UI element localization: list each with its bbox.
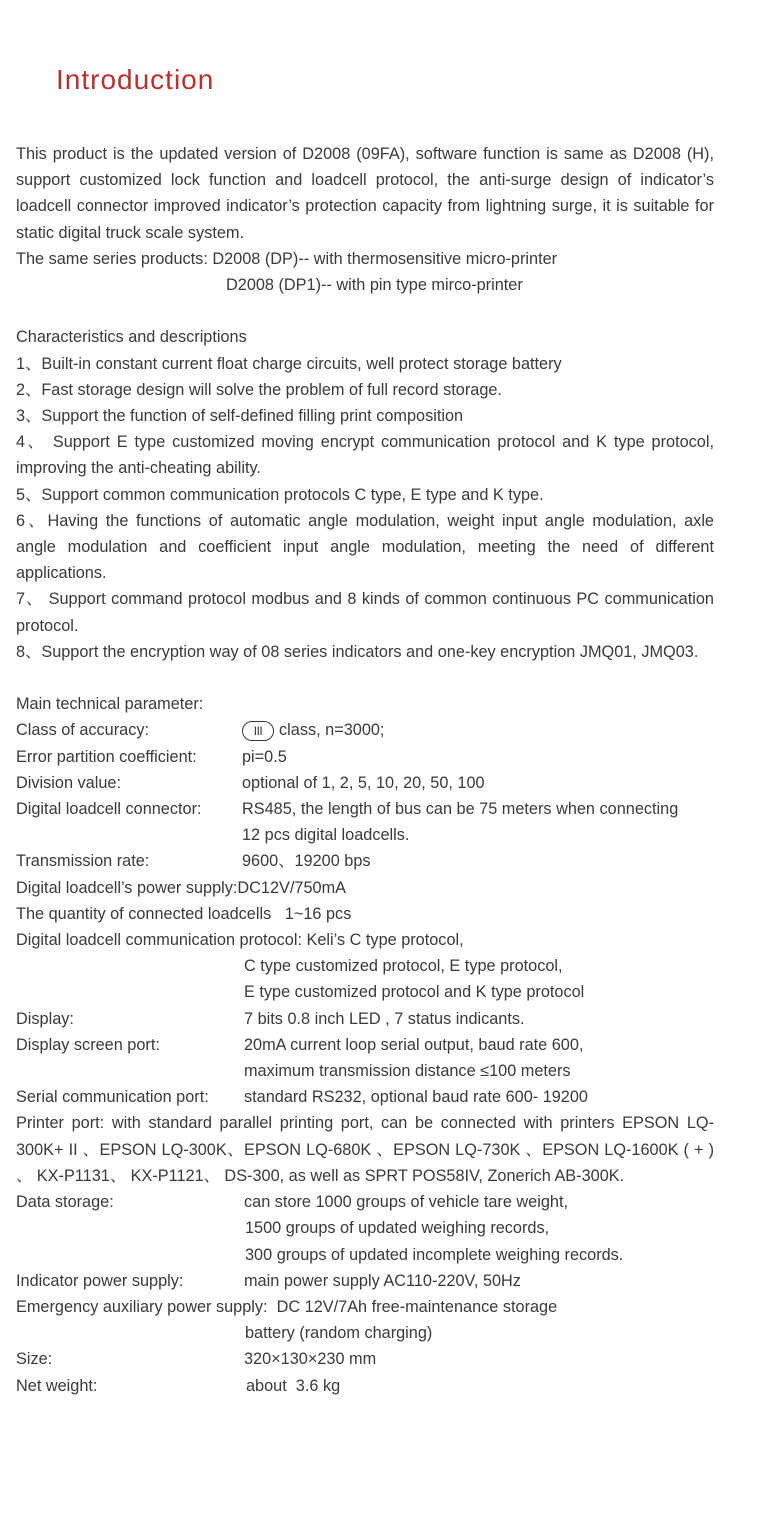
intro-paragraph: This product is the updated version of D2008 (09FA), software function is same as D2008 (H), support customized lock function and loadcell protocol, the anti-surge design of indicator’s loadcell connector improved indicator’s protection capacity from lightning surge, it is suitable for static digital truck scale system. bbox=[16, 145, 714, 242]
param-label: Display: bbox=[16, 1009, 74, 1028]
param-value-continued: maximum transmission distance ≤100 meters bbox=[244, 1062, 571, 1081]
param-indicator-power bbox=[16, 1268, 714, 1294]
param-printer-port: Printer port: with standard parallel printing port, can be connected with printers EPSON LQ-300K+ II 、EPSON LQ-300K、EPSON LQ-680K 、EPSON LQ-730K 、EPSON LQ-1600K ( + ) 、 KX-P1131、 KX-P1121、 DS-300, as well as SPRT POS58IV, Zonerich AB-300K. bbox=[16, 1114, 714, 1185]
param-label: Digital loadcell connector: bbox=[16, 800, 202, 819]
param-value bbox=[242, 717, 384, 743]
spacer bbox=[16, 298, 714, 324]
spacer bbox=[16, 665, 714, 691]
param-label: Transmission rate: bbox=[16, 852, 150, 871]
param-value-continued: 12 pcs digital loadcells. bbox=[242, 826, 410, 845]
characteristic-item-8: 8、Support the encryption way of 08 series indicators and one-key encryption JMQ01, JMQ03. bbox=[16, 642, 699, 661]
param-error-coefficient bbox=[16, 744, 714, 770]
parameters-heading: Main technical parameter: bbox=[16, 695, 204, 714]
param-label: Indicator power supply: bbox=[16, 1271, 184, 1290]
param-label: Size: bbox=[16, 1350, 53, 1369]
characteristics-heading: Characteristics and descriptions bbox=[16, 328, 247, 347]
param-value-continued: E type customized protocol and K type protocol bbox=[244, 983, 585, 1002]
param-value-continued: battery (random charging) bbox=[245, 1324, 433, 1343]
characteristic-item-5: 5、Support common communication protocols C type, E type and K type. bbox=[16, 485, 544, 504]
param-emergency-power: Emergency auxiliary power supply: DC 12V/7Ah free-maintenance storage bbox=[16, 1297, 558, 1316]
series-products-line-2: D2008 (DP1)-- with pin type mirco-printer bbox=[226, 276, 523, 295]
param-value: 320×130×230 mm bbox=[244, 1350, 377, 1369]
characteristic-item-7: 7、 Support command protocol modbus and 8 kinds of common continuous PC communication protocol. bbox=[16, 590, 714, 635]
param-communication-protocol: Digital loadcell communication protocol: Keli’s C type protocol, bbox=[16, 931, 464, 950]
param-data-storage bbox=[16, 1189, 714, 1215]
param-value: RS485, the length of bus can be 75 meters when connecting bbox=[242, 800, 679, 819]
param-serial-port bbox=[16, 1084, 714, 1110]
param-loadcell-power: Digital loadcell’s power supply:DC12V/750mA bbox=[16, 878, 347, 897]
param-accuracy bbox=[16, 717, 714, 743]
param-label: Serial communication port: bbox=[16, 1088, 209, 1107]
characteristic-item-6: 6、Having the functions of automatic angle modulation, weight input angle modulation, axle angle modulation and coefficient input angle modulation, meeting the need of different applications. bbox=[16, 511, 714, 583]
param-display-screen-port bbox=[16, 1032, 714, 1058]
param-value-continued: 1500 groups of updated weighing records, bbox=[245, 1219, 550, 1238]
characteristic-item-3: 3、Support the function of self-defined filling print composition bbox=[16, 407, 464, 426]
param-value: main power supply AC110-220V, 50Hz bbox=[244, 1271, 521, 1290]
param-net-weight bbox=[16, 1373, 714, 1399]
characteristic-item-1: 1、Built-in constant current float charge circuits, well protect storage battery bbox=[16, 354, 562, 373]
param-value: optional of 1, 2, 5, 10, 20, 50, 100 bbox=[242, 773, 485, 792]
param-label: Division value: bbox=[16, 773, 121, 792]
param-label: Class of accuracy: bbox=[16, 721, 150, 740]
param-value-continued: C type customized protocol, E type protocol, bbox=[244, 957, 563, 976]
param-transmission-rate bbox=[16, 848, 714, 874]
param-value: 20mA current loop serial output, baud rate 600, bbox=[244, 1035, 584, 1054]
document-body bbox=[16, 141, 714, 1399]
characteristic-item-2: 2、Fast storage design will solve the problem of full record storage. bbox=[16, 380, 502, 399]
param-value-continued: 300 groups of updated incomplete weighing records. bbox=[245, 1245, 624, 1264]
characteristic-item-4: 4、 Support E type customized moving encrypt communication protocol and K type protocol, improving the anti-cheating ability. bbox=[16, 433, 714, 478]
accuracy-class-text: class, n=3000; bbox=[279, 721, 385, 740]
param-value: standard RS232, optional baud rate 600- 19200 bbox=[244, 1088, 588, 1107]
param-label: Error partition coefficient: bbox=[16, 747, 197, 766]
param-value: about 3.6 kg bbox=[246, 1376, 341, 1395]
param-value: 7 bits 0.8 inch LED , 7 status indicants. bbox=[244, 1009, 525, 1028]
param-label: Display screen port: bbox=[16, 1035, 160, 1054]
param-value: 9600、19200 bps bbox=[242, 852, 371, 871]
param-label: Net weight: bbox=[16, 1376, 98, 1395]
param-value: can store 1000 groups of vehicle tare weight, bbox=[244, 1193, 569, 1212]
param-value: pi=0.5 bbox=[242, 747, 287, 766]
accuracy-class-badge: III bbox=[242, 721, 274, 741]
param-size bbox=[16, 1346, 714, 1372]
param-division-value bbox=[16, 770, 714, 796]
page-title: Introduction bbox=[56, 64, 215, 95]
param-label: Data storage: bbox=[16, 1193, 114, 1212]
series-products-line: The same series products: D2008 (DP)-- with thermosensitive micro-printer bbox=[16, 249, 558, 268]
param-display bbox=[16, 1006, 714, 1032]
param-loadcell-connector bbox=[16, 796, 714, 822]
param-loadcell-quantity: The quantity of connected loadcells 1~16 pcs bbox=[16, 904, 352, 923]
